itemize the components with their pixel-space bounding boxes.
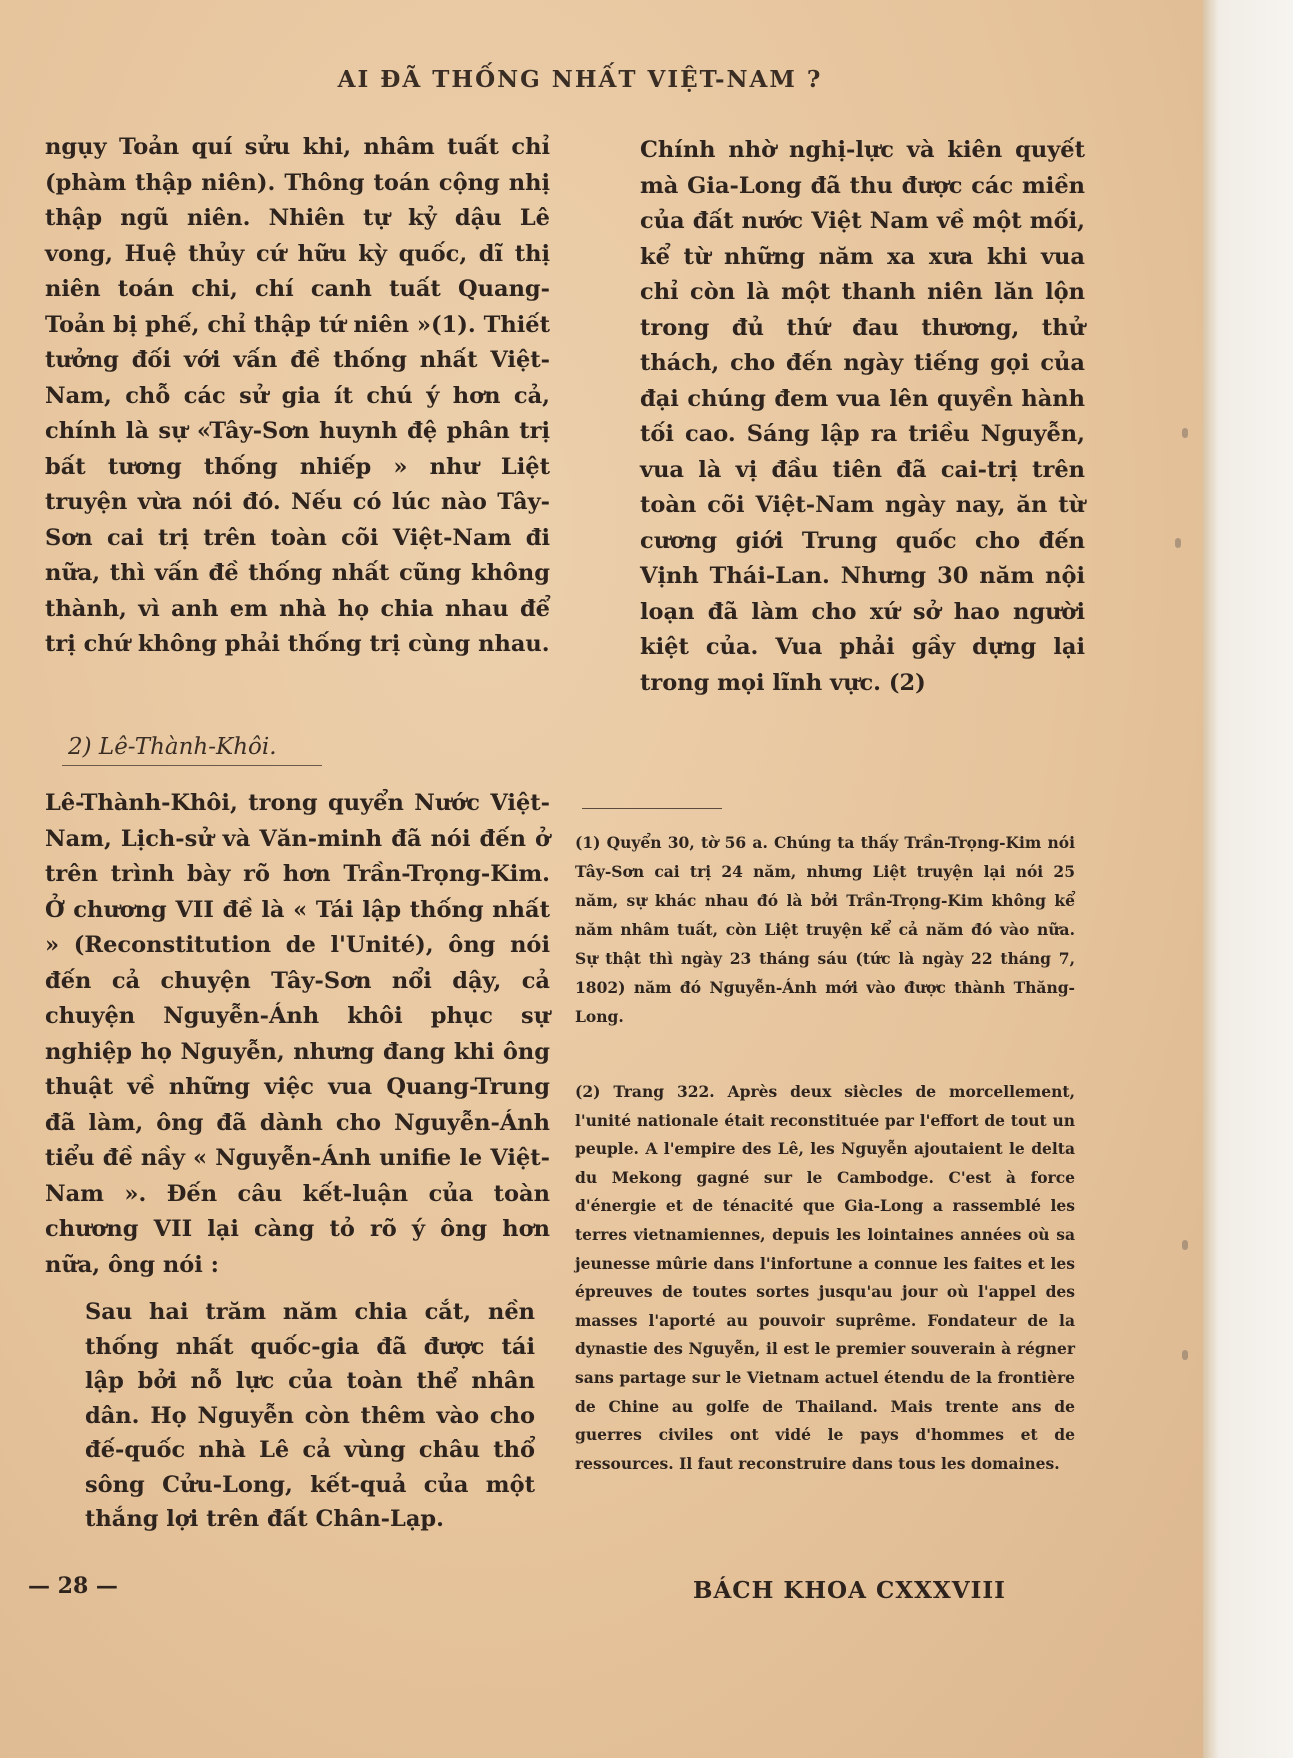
page-number: — 28 — [28, 1573, 118, 1599]
footnote-2 [575, 1078, 1075, 1478]
running-header: AI ĐÃ THỐNG NHẤT VIỆT-NAM ? [337, 66, 823, 93]
right-column [640, 133, 1085, 701]
paper-speck [1182, 1240, 1188, 1250]
footnote-rule [582, 808, 722, 809]
left-column-bottom [45, 786, 550, 1283]
subhead-underline [62, 765, 322, 766]
right-paragraph-1: Chính nhờ nghị-lực và kiên quyết mà Gia-Long đã thu được các miền của đất nước Việt Nam về một mối, kể từ những năm xa xưa khi vua chỉ còn là một thanh niên lăn lộn trong đủ thứ đau thương, thử thách, cho đến ngày tiếng gọi của đại chúng đem vua lên quyền hành tối cao. Sáng lập ra triều Nguyễn, vua là vị đầu tiên đã cai-trị trên toàn cõi Việt-Nam ngày nay, ăn từ cương giới Trung quốc cho đến Vịnh Thái-Lan. Nhưng 30 năm nội loạn đã làm cho xứ sở hao người kiệt của. Vua phải gầy dựng lại trong mọi lĩnh vực. (2) [640, 137, 1085, 696]
publication-title: BÁCH KHOA CXXXVIII [693, 1577, 1006, 1604]
left-column-top [45, 130, 550, 663]
left-paragraph-2: Lê-Thành-Khôi, trong quyển Nước Việt-Nam, Lịch-sử và Văn-minh đã nói đến ở trên trình bày rõ hơn Trần-Trọng-Kim. Ở chương VII đề là « Tái lập thống nhất » (Reconstitution de l'Unité), ông nói đến cả chuyện Tây-Sơn nổi dậy, cả chuyện Nguyễn-Ánh khôi phục sự nghiệp họ Nguyễn, nhưng đang khi ông thuật về những việc vua Quang-Trung đã làm, ông đã dành cho Nguyễn-Ánh tiểu đề nầy « Nguyễn-Ánh unifie le Việt-Nam ». Đến câu kết-luận của toàn chương VII lại càng tỏ rõ ý ông hơn nữa, ông nói : [45, 790, 550, 1278]
footnote-1-text: (1) Quyển 30, tờ 56 a. Chúng ta thấy Trần-Trọng-Kim nói Tây-Sơn cai trị 24 năm, nhưng Liệt truyện lại nói 25 năm, sự khác nhau đó là bởi Trần-Trọng-Kim không kể năm nhâm tuất, còn Liệt truyện kể cả năm đó vào nữa. Sự thật thì ngày 23 tháng sáu (tức là ngày 22 tháng 7, 1802) năm đó Nguyễn-Ánh mới vào được thành Thăng-Long. [575, 833, 1075, 1026]
quotation-block [85, 1295, 535, 1537]
page-edge-background [1203, 0, 1293, 1758]
section-subhead: 2) Lê-Thành-Khôi. [68, 734, 277, 760]
paper-speck [1175, 538, 1181, 548]
quotation-text: Sau hai trăm năm chia cắt, nền thống nhất quốc-gia đã được tái lập bởi nỗ lực của toàn thể nhân dân. Họ Nguyễn còn thêm vào cho đế-quốc nhà Lê cả vùng châu thổ sông Cửu-Long, kết-quả của một thắng lợi trên đất Chân-Lạp. [85, 1299, 535, 1532]
paper-speck [1182, 428, 1188, 438]
footnote-1 [575, 828, 1075, 1031]
left-paragraph-1: ngụy Toản quí sửu khi, nhâm tuất chỉ (phàm thập niên). Thông toán cộng nhị thập ngũ niên. Nhiên tự kỷ dậu Lê vong, Huệ thủy cứ hữu kỳ quốc, dĩ thị niên toán chi, chí canh tuất Quang-Toản bị phế, chỉ thập tứ niên »(1). Thiết tưởng đối với vấn đề thống nhất Việt-Nam, chỗ các sử gia ít chú ý hơn cả, chính là sự «Tây-Sơn huynh đệ phân trị bất tương thống nhiếp » như Liệt truyện vừa nói đó. Nếu có lúc nào Tây-Sơn cai trị trên toàn cõi Việt-Nam đi nữa, thì vấn đề thống nhất cũng không thành, vì anh em nhà họ chia nhau để trị chứ không phải thống trị cùng nhau. [45, 134, 550, 657]
paper-speck [1182, 1350, 1188, 1360]
footnote-2-text: (2) Trang 322. Après deux siècles de morcellement, l'unité nationale était reconstituée par l'effort de tout un peuple. A l'empire des Lê, les Nguyễn ajoutaient le delta du Mekong gagné sur le Cambodge. C'est à force d'énergie et de ténacité que Gia-Long a rassemblé les terres vietnamiennes, depuis les lointaines années où sa jeunesse mûrie dans l'infortune a connue les faites et les épreuves de toutes sortes jusqu'au jour où l'appel des masses l'aporté au pouvoir suprême. Fondateur de la dynastie des Nguyễn, il est le premier souverain à régner sans partage sur le Vietnam actuel étendu de la frontière de Chine au golfe de Thailand. Mais trente ans de guerres civiles ont vidé le pays d'hommes et de ressources. Il faut reconstruire dans tous les domaines. [575, 1082, 1075, 1473]
